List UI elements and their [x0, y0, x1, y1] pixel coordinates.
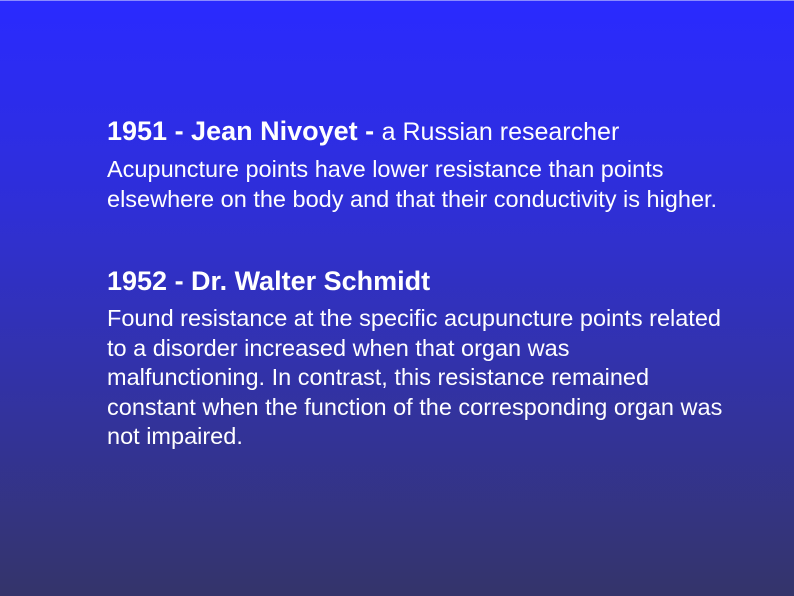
entry-body: Acupuncture points have lower resistance than points elsewhere on the body and that their conductivity is higher. [107, 156, 718, 212]
entry-1951 [107, 114, 727, 214]
entry-heading-bold: 1951 - Jean Nivoyet - [107, 116, 375, 146]
entry-heading-rest: a Russian researcher [381, 118, 620, 146]
entry-heading [107, 114, 727, 149]
entry-heading-bold: 1952 - Dr. Walter Schmidt [107, 266, 431, 296]
entry-1952 [107, 264, 727, 452]
entry-heading [107, 264, 727, 298]
entry-body: Found resistance at the specific acupuncture points related to a disorder increased when that organ was malfunctioning. In contrast, this resistance remained constant when the function of the corresponding organ was not impaired. [107, 305, 723, 450]
